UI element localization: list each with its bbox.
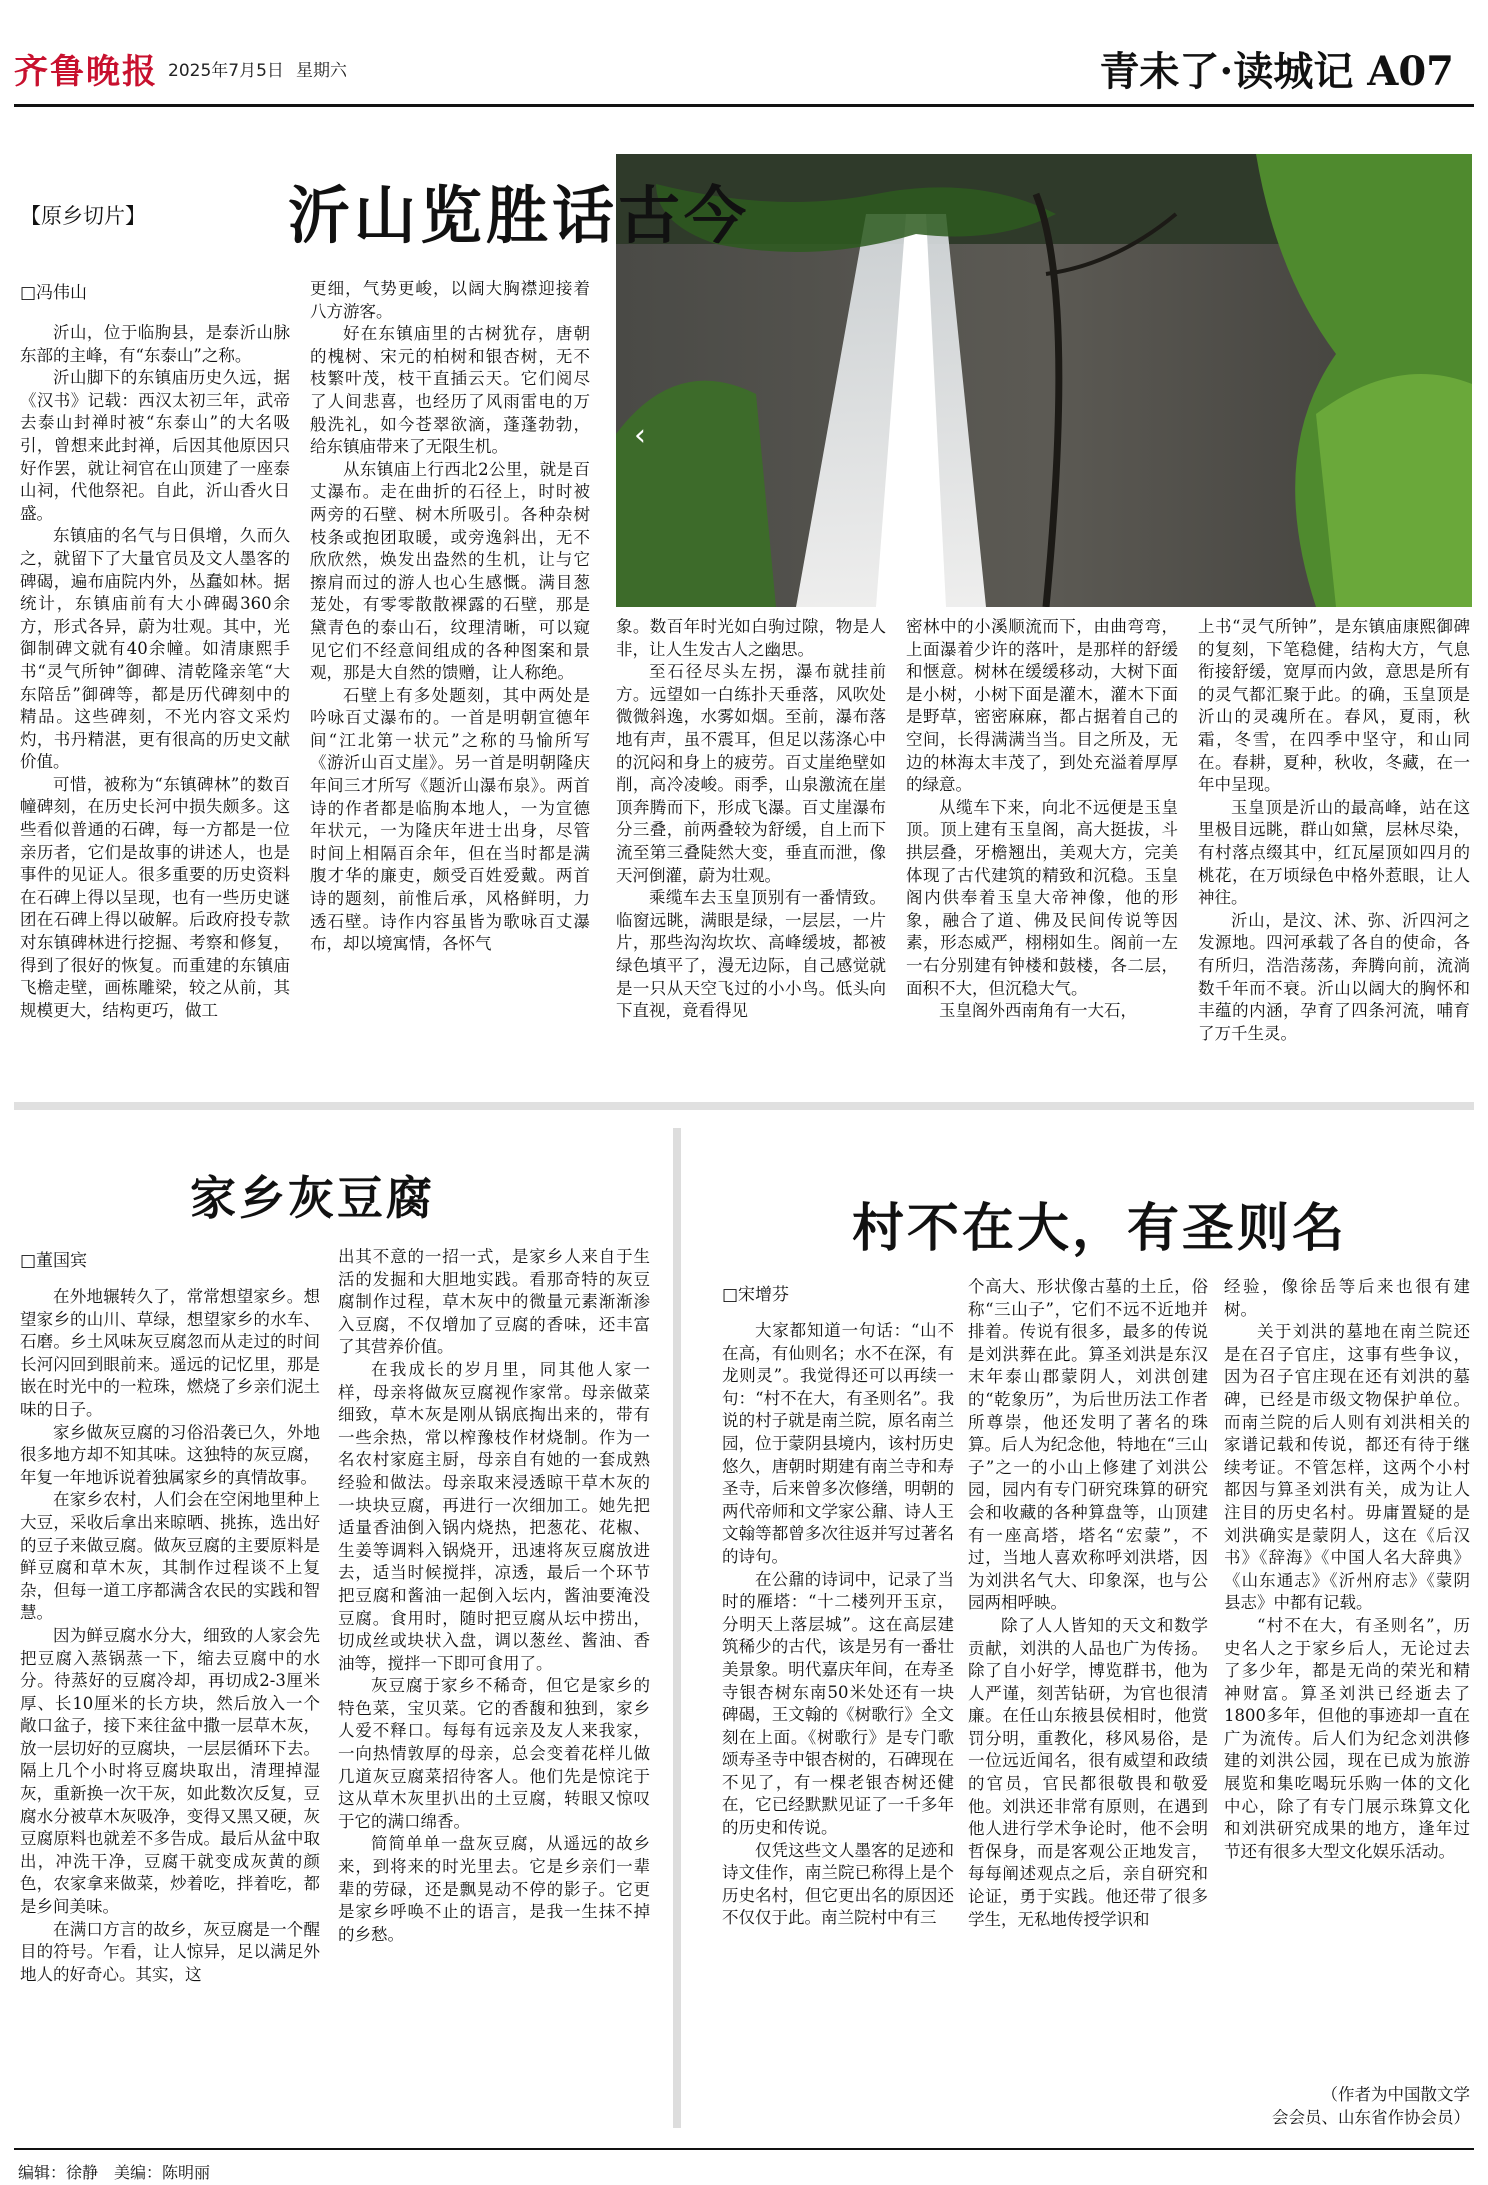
author-credit-line: （作者为中国散文学: [1321, 2085, 1470, 2104]
issue-date: 2025年7月5日: [168, 61, 284, 81]
paragraph: 因为鲜豆腐水分大，细致的人家会先把豆腐入蒸锅蒸一下，缩去豆腐中的水分。待蒸好的豆腐冷却，再切成2-3厘米厚、长10厘米的长方块，然后放入一个敞口盆子，接下来往盆中撒一层草木灰，放一层切好的豆腐块，一层层循环下去。隔上几个小时将豆腐块取出，清理掉湿灰，重新换一次干灰，如此数次反复，豆腐水分被草木灰吸净，变得又黑又硬，灰豆腐原料也就差不多告成。最后从盆中取出，冲洗干净，豆腐干就变成灰黄的颜色，农家拿来做菜，炒着吃，拌着吃，都是乡间美味。: [20, 1625, 320, 1917]
paragraph: 出其不意的一招一式，是家乡人来自于生活的发掘和大胆地实践。看那奇特的灰豆腐制作过程，草木灰中的微量元素渐渐渗入豆腐，不仅增加了豆腐的香味，还丰富了其营养价值。: [338, 1247, 650, 1357]
paragraph: 沂山，位于临朐县，是泰沂山脉东部的主峰，有“东泰山”之称。: [20, 323, 290, 365]
paragraph: 灰豆腐于家乡不稀奇，但它是家乡的特色菜，宝贝菜。它的香馥和独到，家乡人爱不释口。每每有远亲及友人来我家，一向热情敦厚的母亲，总会变着花样儿做几道灰豆腐菜招待客人。他们先是惊诧于这从草木灰里扒出的土豆腐，转眼又惊叹于它的满口绵香。: [338, 1676, 650, 1831]
paragraph: 从缆车下来，向北不远便是玉皇顶。顶上建有玉皇阁，高大挺拔，斗拱层叠，牙檐翘出，美观大方，完美体现了古代建筑的精致和沉稳。玉皇阁内供奉着玉皇大帝神像，他的形象，融合了道、佛及民间传说等因素，形态威严，栩栩如生。阁前一左一右分别建有钟楼和鼓楼，各二层，面积不大，但沉稳大气。: [906, 797, 1178, 998]
paragraph: 除了人人皆知的天文和数学贡献，刘洪的人品也广为传扬。除了自小好学，博览群书，他为人严谨，刻苦钻研，为官也很清廉。在任山东掖县侯相时，他赏罚分明，重教化，移风易俗，是一位远近闻名，很有威望和政绩的官员，官民都很敬畏和敬爱他。刘洪还非常有原则，在遇到他人进行学术争论时，他不会明哲保身，而是客观公正地发言，每每阐述观点之后，亲自研究和论证，勇于实践。他还带了很多学生，无私地传授学识和: [968, 1615, 1208, 1929]
column-tag: 【原乡切片】: [20, 204, 146, 228]
paragraph: 沂山，是汶、沭、弥、沂四河之发源地。四河承载了各自的使命，各有所归，浩浩荡荡，奔腾向前，流淌数千年而不衰。沂山以阔大的胸怀和丰蕴的内涵，孕育了四条河流，哺育了万千生灵。: [1198, 910, 1470, 1043]
paragraph: 大家都知道一句话：“山不在高，有仙则名；水不在深，有龙则灵”。我觉得还可以再续一句：“村不在大，有圣则名”。我说的村子就是南兰院，原名南兰园，位于蒙阴县境内，该村历史悠久，唐朝时期建有南兰寺和寿圣寺，后来曾多次修缮，明朝的两代帝师和文学家公鼐、诗人王文翰等都曾多次往返并写过著名的诗句。: [722, 1321, 954, 1566]
article1-byline: □冯伟山: [20, 283, 88, 303]
paragraph: 乘缆车去玉皇顶别有一番情致。临窗远眺，满眼是绿，一层层，一片片，那些沟沟坎坎、高峰缓坡，都被绿色填平了，漫无边际，自己感觉就是一只从天空飞过的小小鸟。低头向下直视，竟看得见: [616, 888, 886, 1021]
paragraph: 上书“灵气所钟”，是东镇庙康熙御碑的复刻，下笔稳健，结构大方，气息衔接舒缓，宽厚而内敛，意思是所有的灵气都汇聚于此。的确，玉皇顶是沂山的灵魂所在。春风，夏雨，秋霜，冬雪，在四季中坚守，和山同在。春耕，夏种，秋收，冬藏，在一年中呈现。: [1198, 617, 1470, 795]
article2-byline: □董国宾: [20, 1251, 88, 1271]
paragraph: 玉皇阁外西南角有一大石，: [939, 1001, 1137, 1021]
paragraph: 家乡做灰豆腐的习俗沿袭已久，外地很多地方却不知其味。这独特的灰豆腐，年复一年地诉说着独属家乡的真情故事。: [20, 1422, 320, 1487]
article1-column-3: [616, 616, 886, 1082]
paragraph: 至石径尽头左拐，瀑布就挂前方。远望如一白练扑天垂落，风吹处微微斜逸，水雾如烟。至前，瀑布落地有声，虽不震耳，但足以荡涤心中的沉闷和身上的疲劳。百丈崖绝壁如削，高冷凌峻。雨季，山泉激流在崖顶奔腾而下，形成飞瀑。百丈崖瀑布分三叠，前两叠较为舒缓，自上而下流至第三叠陡然大变，垂直而泄，像天河倒灌，蔚为壮观。: [616, 662, 886, 885]
paragraph: 东镇庙的名气与日俱增，久而久之，就留下了大量官员及文人墨客的碑碣，遍布庙院内外，丛蠢如林。据统计，东镇庙前有大小碑碣360余方，形式各异，蔚为壮观。其中，光御制碑文就有40余幢。如清康熙手书“灵气所钟”御碑、清乾隆亲笔“大东陪岳”御碑等，都是历代碑刻中的精品。这些碑刻，不光内容文采灼灼，书丹精湛，更有很高的历史文献价值。: [20, 526, 290, 772]
author-credit: [1224, 2084, 1470, 2134]
carousel-prev-icon[interactable]: ‹: [634, 418, 646, 453]
section-title: 青未了·读城记 A07: [1099, 48, 1454, 95]
paragraph: 石壁上有多处题刻，其中两处是吟咏百丈瀑布的。一首是明朝宣德年间“江北第一状元”之称的马愉所写《游沂山百丈崖》。另一首是明朝隆庆年间三才所写《题沂山瀑布泉》。两首诗的作者都是临朐本地人，一为宣德年状元，一为隆庆年进士出身，尽管时间上相隔百余年，但在当时都是满腹才华的廉吏，颇受百姓爱戴。两首诗的题刻，前惟后承，风格鲜明，力透石壁。诗作内容虽皆为歌咏百丈瀑布，却以境寓情，各怀气: [310, 685, 590, 954]
paragraph: 沂山脚下的东镇庙历史久远，据《汉书》记载：西汉太初三年，武帝去泰山封禅时被“东泰山”的大名吸引，曾想来此封禅，后因其他原因只好作罢，就让祠官在山顶建了一座泰山祠，代他祭祀。自此，沂山香火日盛。: [20, 368, 290, 523]
article1-column-5: [1198, 616, 1470, 1082]
paragraph: 仅凭这些文人墨客的足迹和诗文佳作，南兰院已称得上是个历史名村，但它更出名的原因还不仅仅于此。南兰院村中有三: [722, 1840, 954, 1928]
editor-credit: 编辑：徐静 美编：陈明丽: [18, 2163, 211, 2182]
paragraph: 在公鼐的诗词中，记录了当时的雁塔：“十二楼列开玉京，分明天上落层城”。这在高层建筑稀少的古代，该是另有一番壮美景象。明代嘉庆年间，在寿圣寺银杏树东南50米处还有一块碑碣，王文翰的《树歌行》全文刻在上面。《树歌行》是专门歌颂寿圣寺中银杏树的，石碑现在不见了，有一棵老银杏树还健在，它已经默默见证了一千多年的历史和传说。: [722, 1569, 954, 1838]
paragraph: 更细，气势更峻，以阔大胸襟迎接着八方游客。: [310, 279, 590, 321]
article3-headline: 村不在大，有圣则名: [852, 1198, 1348, 1259]
paragraph: 密林中的小溪顺流而下，由曲弯弯，上面瀑着少许的落叶，是那样的舒缓和惬意。树林在缓缓移动，大树下面是小树，小树下面是灌木，灌木下面是野草，密密麻麻，都占据着自己的空间，长得满满当当。目之所及，无边的林海太丰茂了，到处充溢着厚厚的绿意。: [906, 617, 1178, 795]
paragraph: 在我成长的岁月里，同其他人家一样，母亲将做灰豆腐视作家常。母亲做菜细致，草木灰是刚从锅底掏出来的，带有一些余热，常以榨豫枝作材烧制。作为一名农村家庭主厨，母亲自有她的一套成熟经验和做法。母亲取来浸透晾干草木灰的一块块豆腐，再进行一次细加工。她先把适量香油倒入锅内烧热，把葱花、花椒、生姜等调料入锅烧开，迅速将灰豆腐放进去，适当时候搅拌，凉透，最后一个环节把豆腐和酱油一起倒入坛内，酱油要淹没豆腐。食用时，随时把豆腐从坛中捞出，切成丝或块状入盘，调以葱丝、酱油、香油等，搅拌一下即可食用了。: [338, 1359, 650, 1673]
paragraph: 在满口方言的故乡，灰豆腐是一个醒目的符号。乍看，让人惊异，足以满足外地人的好奇心。其实，这: [20, 1919, 320, 1984]
article2-column-2: [338, 1246, 650, 2136]
paragraph: 关于刘洪的墓地在南兰院还是在召子官庄，这事有些争议，因为召子官庄现在还有刘洪的墓碑，已经是市级文物保护单位。而南兰院的后人则有刘洪相关的家谱记载和传说，都还有待于继续考证。不管怎样，这两个小村都因与算圣刘洪有关，成为让人注目的历史名村。毋庸置疑的是刘洪确实是蒙阴人，这在《后汉书》《辞海》《中国人名大辞典》《山东通志》《沂州府志》《蒙阴县志》中都有记载。: [1224, 1322, 1470, 1613]
paragraph: 简简单单一盘灰豆腐，从遥远的故乡来，到将来的时光里去。它是乡亲们一辈辈的劳碌，还是飘晃动不停的影子。它更是家乡呼唤不止的语言，是我一生抹不掉的乡愁。: [338, 1834, 650, 1944]
paragraph: 在家乡农村，人们会在空闲地里种上大豆，采收后拿出来晾晒、挑拣，选出好的豆子来做豆腐。做灰豆腐的主要原料是鲜豆腐和草木灰，其制作过程谈不上复杂，但每一道工序都满含农民的实践和智慧。: [20, 1490, 320, 1623]
article3-column-2: [968, 1276, 1208, 2136]
article3-column-1: [722, 1320, 954, 2136]
paragraph: 好在东镇庙里的古树犹存，唐朝的槐树、宋元的柏树和银杏树，无不枝繁叶茂，枝干直插云天。它们阅尽了人间悲喜，也经历了风雨雷电的万般洗礼，如今苍翠欲滴，蓬蓬勃勃，给东镇庙带来了无限生机。: [310, 324, 590, 457]
bottom-rule: [14, 2148, 1474, 2150]
article3-byline: □宋增芬: [722, 1285, 790, 1305]
paragraph: 从东镇庙上行西北2公里，就是百丈瀑布。走在曲折的石径上，时时被两旁的石壁、树木所吸引。各种杂树枝条或抱团取暖，或旁逸斜出，无不欣欣然，焕发出盎然的生机，让与它擦肩而过的游人也心生感慨。满目葱茏处，有零零散散裸露的石壁，那是黛青色的泰山石，纹理清晰，可以窥见它们不经意间组成的各种图案和景观，那是大自然的馈赠，让人称绝。: [310, 459, 590, 683]
paragraph: 玉皇顶是沂山的最高峰，站在这里极目远眺，群山如黛，层林尽染，有村落点缀其中，红瓦屋顶如四月的桃花，在万顷绿色中格外惹眼，让人神往。: [1198, 797, 1470, 908]
article1-column-4: [906, 616, 1178, 1082]
article2-headline: 家乡灰豆腐: [190, 1171, 435, 1225]
paragraph: 个高大、形状像古墓的土丘，俗称“三山子”，它们不远不近地并排着。传说有很多，最多的传说是刘洪葬在此。算圣刘洪是东汉末年泰山郡蒙阴人，刘洪创建的“乾象历”，为后世历法工作者所尊崇，他还发明了著名的珠算。后人为纪念他，特地在“三山子”之一的小山上修建了刘洪公园，园内有专门研究珠算的研究会和收藏的各种算盘等，山顶建有一座高塔，塔名“宏蒙”，不过，当地人喜欢称呼刘洪塔，因为刘洪名气大、印象深，也与公园两相呼映。: [968, 1277, 1208, 1613]
paragraph: 经验，像徐岳等后来也很有建树。: [1224, 1277, 1470, 1319]
paragraph: “村不在大，有圣则名”，历史名人之于家乡后人，无论过去了多少年，都是无尚的荣光和精神财富。算圣刘洪已经逝去了1800多年，但他的事迹却一直在广为流传。后人们为纪念刘洪修建的刘洪公园，现在已成为旅游展览和集吃喝玩乐购一体的文化中心，除了有专门展示珠算文化和刘洪研究成果的地方，逢年过节还有很多大型文化娱乐活动。: [1224, 1615, 1470, 1861]
article1-column-1: [20, 322, 290, 1082]
top-rule: [14, 104, 1474, 107]
article3-column-3: [1224, 1276, 1470, 2076]
column-divider: [673, 1128, 681, 2128]
paragraph: 可惜，被称为“东镇碑林”的数百幢碑刻，在历史长河中损失颇多。这些看似普通的石碑，每一方都是一位亲历者，它们是故事的讲述人，也是事件的见证人。很多重要的历史资料在石碑上得以呈现，也有一些历史谜团在石碑上得以破解。后政府投专款对东镇碑林进行挖掘、考察和修复，得到了很好的恢复。而重建的东镇庙飞檐走壁，画栋雕梁，较之从前，其规模更大，结构更巧，做工: [20, 774, 290, 1020]
newspaper-logo: 齐鲁晚报: [14, 52, 158, 92]
author-credit-line: 会会员、山东省作协会员）: [1272, 2107, 1470, 2127]
issue-weekday: 星期六: [296, 61, 347, 81]
paragraph: 在外地辗转久了，常常想望家乡。想望家乡的山川、草绿，想望家乡的水车、石磨。乡土风味灰豆腐忽而从走过的时间长河闪回到眼前来。遥远的记忆里，那是嵌在时光中的一粒珠，燃烧了乡亲们泥土味的日子。: [20, 1287, 320, 1419]
article1-column-2: [310, 278, 590, 1082]
section-divider: [14, 1102, 1474, 1110]
article1-headline: 沂山览胜话古今: [288, 179, 751, 252]
paragraph: 象。数百年时光如白驹过隙，物是人非，让人生发古人之幽思。: [616, 617, 886, 659]
article2-column-1: [20, 1286, 320, 2136]
